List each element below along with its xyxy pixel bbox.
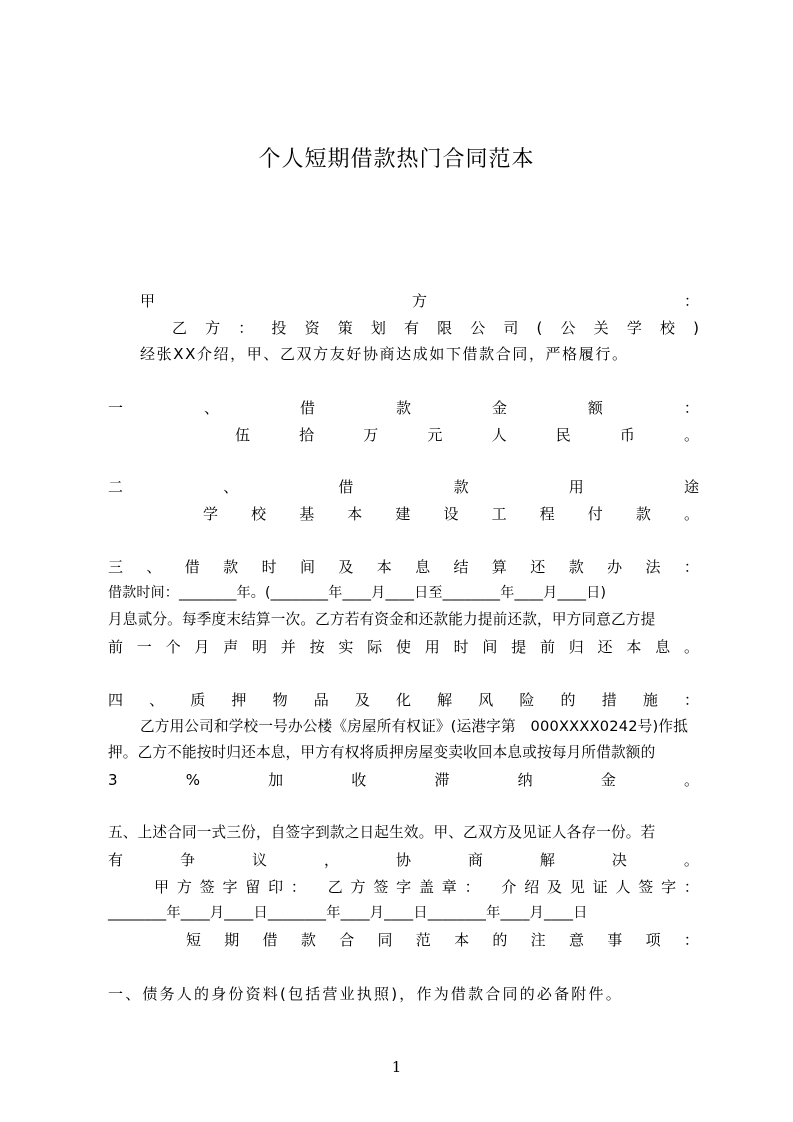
section-1-heading: 一 、 借 款 金 额 ： [108, 399, 699, 417]
loan-period: 借款时间：________年。(________年____月____日至________年____月____日) [108, 585, 607, 601]
late-fee-line: 3 % 加 收 滞 纳 金 。 [108, 771, 699, 789]
signature-dates: ________年____月____日________年____月____日________年____月____日 [108, 905, 588, 921]
document-title: 个人短期借款热门合同范本 [258, 147, 535, 172]
collateral-line-2: 押。乙方不能按时归还本息，甲方有权将质押房屋变卖收回本息或按每月所借款额的 [108, 744, 656, 761]
loan-purpose: 学 校 基 本 建 设 工 程 付 款 。 [203, 505, 699, 523]
section-4-heading: 四 、 质 押 物 品 及 化 解 风 险 的 措 施 ： [108, 691, 699, 709]
repayment-terms: 前 一 个 月 声 明 并 按 实 际 使 用 时 间 提 前 归 还 本 息 。 [108, 638, 699, 656]
note-1: 一、债务人的身份资料(包括营业执照)，作为借款合同的必备附件。 [108, 985, 623, 1003]
section-5-line-1: 五、上述合同一式三份，自签字到款之日起生效。甲、乙双方及见证人各存一份。若 [108, 824, 656, 841]
party-a-line: 甲 方 ： [140, 292, 699, 310]
collateral-line-1: 乙方用公司和学校一号办公楼《房屋所有权证》(运港字第 000XXXX0242号)作抵 [140, 718, 688, 735]
dispute-line: 有 争 议 ， 协 商 解 决 。 [108, 851, 699, 869]
notes-heading: 短 期 借 款 合 同 范 本 的 注 意 事 项 ： [186, 931, 699, 949]
loan-amount: 伍 拾 万 元 人 民 币 。 [235, 426, 699, 444]
interest-terms: 月息贰分。每季度末结算一次。乙方若有资金和还款能力提前还款，甲方同意乙方提 [108, 611, 656, 628]
section-2-heading: 二 、 借 款 用 途 [108, 478, 699, 496]
page-number: 1 [391, 1058, 402, 1076]
party-b-line: 乙 方 ： 投 资 策 划 有 限 公 司 ( 公 关 学 校 ) [172, 319, 699, 337]
section-3-heading: 三 、 借 款 时 间 及 本 息 结 算 还 款 办 法 ： [108, 558, 699, 576]
signature-labels: 甲 方 签 字 留 印 ： 乙 方 签 字 盖 章 ： 介 绍 及 见 证 人 签 字 ： [154, 878, 699, 896]
intro-line: 经张XX介绍，甲、乙双方友好协商达成如下借款合同，严格履行。 [140, 345, 629, 363]
